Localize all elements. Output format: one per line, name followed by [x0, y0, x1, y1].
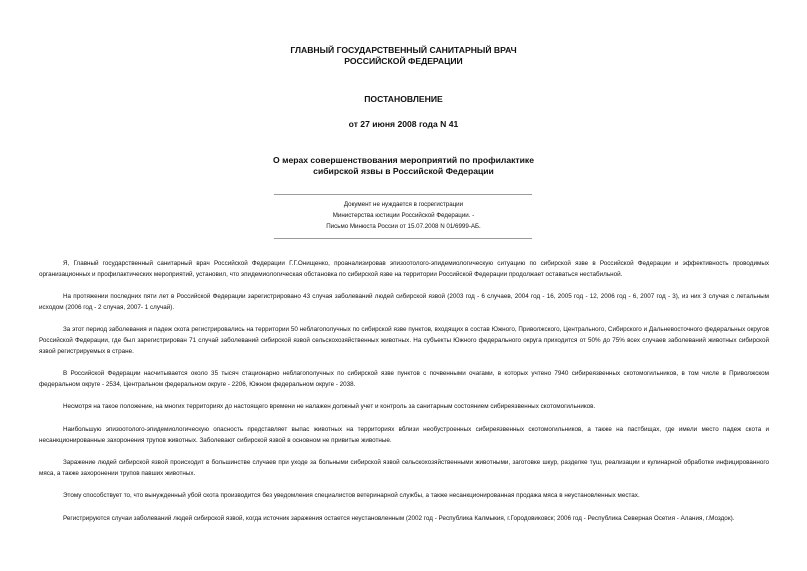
- document-body: [39, 259, 769, 537]
- body-paragraph-1: Я, Главный государственный санитарный врач Российской Федерации Г.Г.Онищенко, проанализировав эпизоотолого-эпидемиологическую ситуацию по сибирской язве в Российской Федерации и эффективность проводимых организационных и профилактических мероприятий, установил, что эпидемиологическая обстановка по сибирской язве на территории Российской Федерации продолжает оставаться нестабильной.: [39, 260, 769, 278]
- authority-line-2: РОССИЙСКОЙ ФЕДЕРАЦИИ: [344, 56, 463, 66]
- note-line-3: Письмо Минюста России от 15.07.2008 N 01/6999-АБ.: [326, 222, 481, 230]
- body-paragraph-8: Этому способствует то, что вынужденный убой скота производится без уведомления специалистов ветеринарной службы, а также несанкционированная продажа мяса в неустановленных местах.: [63, 492, 640, 500]
- body-paragraph-6: Наибольшую эпизоотолого-эпидемиологическую опасность представляет выпас животных на территориях вблизи необустроенных сибиреязвенных скотомогильников, а также на пастбищах, где имели место падеж скота и несанкционированные захоронения трупов животных. Заболевают сибирской язвой в основном не привитые животные.: [39, 425, 769, 444]
- body-paragraph-2: На протяжении последних пяти лет в Российской Федерации зарегистрировано 43 случая заболеваний людей сибирской язвой (2003 год - 6 случаев, 2004 год - 16, 2005 год - 12, 2006 год - 6, 2007 год - 3), из них 3 случая с летальным исходом (2006 год - 2 случая, 2007- 1 случай).: [39, 293, 769, 311]
- document-title: [0, 155, 807, 177]
- document-date: от 27 июня 2008 года N 41: [348, 119, 459, 129]
- body-paragraph-3: За этот период заболевания и падеж скота регистрировались на территории 50 неблагополучных по сибирской язве пунктов, входящих в состав Южного, Приволжского, Центрального, Сибирского и Дальневосточного федеральных округов Российской Федерации, где был зарегистрирован 71 случай заболеваний сибирской язвой сельскохозяйственных животных. На субъекты Южного федерального округа приходится от 50% до 75% всех случаев заболеваний животных сибирской язвой регистрируемых в стране.: [39, 326, 769, 355]
- registration-note: [0, 200, 807, 232]
- title-line-1: О мерах совершенствования мероприятий по профилактике: [273, 155, 534, 165]
- note-line-1: Документ не нуждается в госрегистрации: [343, 201, 464, 208]
- note-line-2: Министерства юстиции Российской Федерации. -: [332, 211, 475, 219]
- document-type: ПОСТАНОВЛЕНИЕ: [364, 94, 443, 104]
- body-paragraph-9: Регистрируются случаи заболеваний людей сибирской язвой, когда источник заражения остается неустановленным (2002 год - Республика Калмыкия, г.Городовиковск; 2006 год - Республика Северная Осетия - Алания, г.Моздок).: [63, 514, 735, 522]
- body-paragraph-7: Заражение людей сибирской язвой происходит в большинстве случаев при уходе за больными сибирской язвой сельскохозяйственными животными, заготовке шкур, разделке туш, реализации и кулинарной обработке инфицированного мяса, а также захоронении трупов павших животных.: [39, 459, 769, 477]
- issuing-authority: [0, 45, 807, 67]
- authority-line-1: ГЛАВНЫЙ ГОСУДАРСТВЕННЫЙ САНИТАРНЫЙ ВРАЧ: [290, 45, 517, 55]
- title-line-2: сибирской язвы в Российской Федерации: [313, 166, 494, 176]
- divider-top: [274, 194, 532, 195]
- body-paragraph-4: В Российской Федерации насчитывается около 35 тысяч стационарно неблагополучных по сибирской язве пунктов с почвенными очагами, в которых учтено 7940 сибиреязвенных скотомогильников, в том числе в Приволжском федеральном округе - 2534, Центральном федеральном округе - 2206, Южном федеральном округе - 2038.: [39, 370, 769, 388]
- body-paragraph-5: Несмотря на такое положение, на многих территориях до настоящего времени не налажен должный учет и контроль за санитарным состоянием сибиреязвенных скотомогильников.: [63, 403, 596, 411]
- divider-bottom: [274, 238, 532, 239]
